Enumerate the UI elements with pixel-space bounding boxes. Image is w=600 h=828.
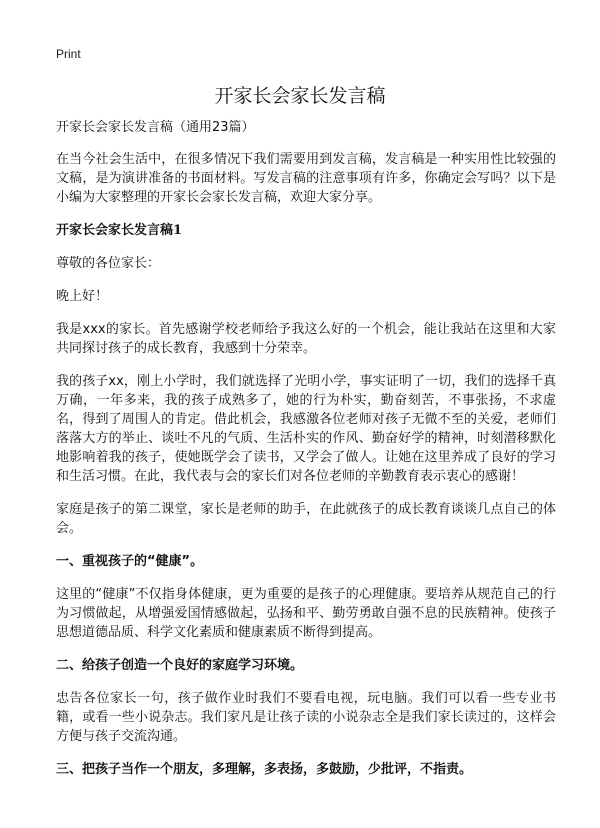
child-paragraph: 我的孩子xx，刚上小学时，我们就选择了光明小学，事实证明了一切，我们的选择千真万确，一年多来，我的孩子成熟多了，她的行为朴实，勤奋刻苦，不事张扬，不求虚名，得到了周围人的肯定。借此机会，我感激各位老师对孩子无微不至的关爱，老师们落落大方的举止、谈吐不凡的气质、生活朴实的作风、勤奋好学的精神，时刻潜移默化地影响着我的孩子，使她既学会了读书，又学会了做人。让她在这里养成了良好的学习和生活习惯。在此，我代表与会的家长们对各位老师的辛勤教育表示衷心的感谢！ [56, 374, 556, 484]
article-subtitle: 开家长会家长发言稿（通用23篇） [56, 120, 255, 135]
evening-greeting: 晚上好！ [56, 289, 109, 304]
point-1-heading: 一、重视孩子的“健康”。 [56, 554, 204, 569]
family-paragraph: 家庭是孩子的第二课堂，家长是老师的助手，在此就孩子的成长教育谈谈几点自己的体会。 [56, 502, 556, 536]
article-body [56, 118, 556, 793]
point-1-body: 这里的“健康”不仅指身体健康，更为重要的是孩子的心理健康。要培养从规范自己的行为习惯做起，从增强爱国情感做起，弘扬和平、勤劳勇敢自强不息的民族精神。使孩子思想道德品质、科学文化素质和健康素质不断得到提高。 [56, 587, 556, 640]
print-link[interactable]: Print [56, 47, 81, 61]
section-heading: 开家长会家长发言稿1 [56, 223, 183, 238]
self-intro-paragraph: 我是xxx的家长。首先感谢学校老师给予我这么好的一个机会，能让我站在这里和大家共同探讨孩子的成长教育，我感到十分荣幸。 [56, 322, 556, 356]
point-3-heading: 三、把孩子当作一个朋友，多理解，多表扬，多鼓励，少批评，不指责。 [56, 762, 473, 777]
point-2-heading: 二、给孩子创造一个良好的家庭学习环境。 [56, 658, 304, 673]
intro-paragraph: 在当今社会生活中，在很多情况下我们需要用到发言稿，发言稿是一种实用性比较强的文稿，是为演讲准备的书面材料。写发言稿的注意事项有许多，你确定会写吗？以下是小编为大家整理的开家长会家长发言稿，欢迎大家分享。 [56, 152, 556, 205]
point-2-body: 忠告各位家长一句，孩子做作业时我们不要看电视，玩电脑。我们可以看一些专业书籍，或看一些小说杂志。我们家凡是让孩子读的小说杂志全是我们家长读过的，这样会方便与孩子交流沟通。 [56, 691, 556, 744]
greeting-line: 尊敬的各位家长： [56, 256, 161, 271]
page-title: 开家长会家长发言稿 [214, 85, 386, 107]
